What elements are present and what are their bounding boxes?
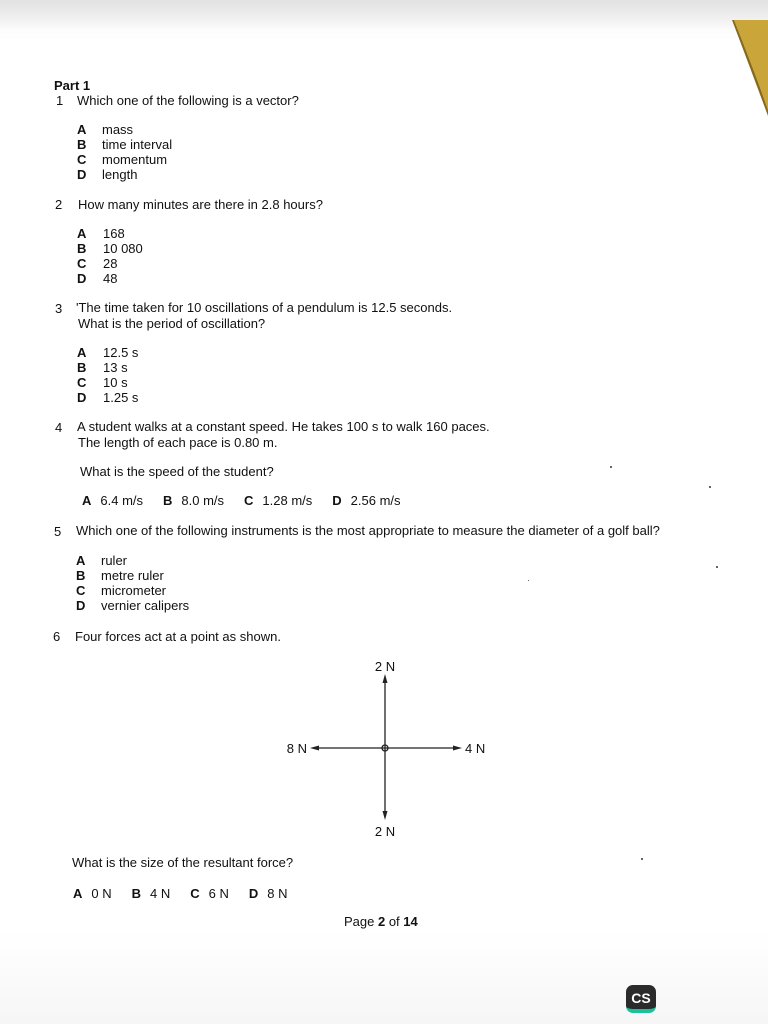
question-3-option-a: 12.5 s <box>103 345 139 360</box>
question-5-text: Which one of the following instruments is the most appropriate to measure the diameter of a golf ball? <box>76 523 660 538</box>
page-number-prefix: Page <box>344 914 378 929</box>
page-number <box>344 914 418 929</box>
question-4-option-a-letter: A <box>82 493 92 508</box>
question-1-option-a-letter: A <box>77 122 87 137</box>
question-4-options <box>82 493 421 508</box>
question-3-option-a-letter: A <box>77 345 87 360</box>
question-1-option-c: momentum <box>102 152 168 167</box>
question-4-option-d: 2.56 m/s <box>350 493 401 508</box>
question-3-option-d-letter: D <box>77 390 87 405</box>
page-fold-shadow <box>0 0 768 30</box>
question-2-text: How many minutes are there in 2.8 hours? <box>78 197 323 212</box>
scan-speck <box>716 566 718 568</box>
question-6-options <box>73 886 308 901</box>
question-6-text: Four forces act at a point as shown. <box>75 629 281 644</box>
page-number-total: 14 <box>403 914 418 929</box>
question-4-text-line-1: A student walks at a constant speed. He takes 100 s to walk 160 paces. <box>77 419 490 434</box>
question-3-option-c: 10 s <box>103 375 128 390</box>
question-5-option-b-letter: B <box>76 568 86 583</box>
question-6-option-c-letter: C <box>190 886 200 901</box>
question-5-option-c-letter: C <box>76 583 86 598</box>
scan-speck <box>709 486 711 488</box>
question-2-option-d: 48 <box>103 271 118 286</box>
question-3-number: 3 <box>55 301 63 316</box>
question-2-number: 2 <box>55 197 63 212</box>
question-4-option-b: 8.0 m/s <box>181 493 225 508</box>
question-3-text-line-1: 'The time taken for 10 oscillations of a pendulum is 12.5 seconds. <box>76 300 453 315</box>
question-5-option-a: ruler <box>101 553 128 568</box>
question-4-number: 4 <box>55 420 63 435</box>
question-4-option-c: 1.28 m/s <box>262 493 313 508</box>
arrowhead-down-icon <box>383 811 388 820</box>
question-5-number: 5 <box>54 524 62 539</box>
question-5-option-a-letter: A <box>76 553 86 568</box>
question-3-option-c-letter: C <box>77 375 87 390</box>
question-2-option-d-letter: D <box>77 271 87 286</box>
question-6-option-d-letter: D <box>248 886 259 901</box>
question-1-option-b: time interval <box>102 137 173 152</box>
force-label-right: 4 N <box>465 741 486 756</box>
question-4-option-a: 6.4 m/s <box>100 493 144 508</box>
question-4-text-line-2: The length of each pace is 0.80 m. <box>78 435 278 450</box>
question-1-number: 1 <box>56 93 64 108</box>
folded-corner-icon <box>728 20 768 120</box>
scan-speck <box>641 858 643 860</box>
question-1-option-d: length <box>102 167 138 182</box>
scan-speck <box>528 580 529 581</box>
question-1-option-b-letter: B <box>77 137 87 152</box>
camscanner-logo-icon: CS <box>626 985 656 1013</box>
question-4-option-b-letter: B <box>163 493 173 508</box>
question-1-option-c-letter: C <box>77 152 87 167</box>
question-3-text-line-2: What is the period of oscillation? <box>78 316 266 331</box>
question-4-sub-question: What is the speed of the student? <box>80 464 274 479</box>
question-6-sub-question: What is the size of the resultant force? <box>72 855 294 870</box>
page-number-current: 2 <box>377 914 386 929</box>
question-1-text: Which one of the following is a vector? <box>77 93 299 108</box>
question-2-option-a-letter: A <box>77 226 87 241</box>
arrowhead-left-icon <box>310 746 319 751</box>
question-2-option-b-letter: B <box>77 241 87 256</box>
question-5-option-b: metre ruler <box>101 568 164 583</box>
question-5-option-d-letter: D <box>76 598 86 613</box>
question-6-number: 6 <box>53 629 61 644</box>
question-6-option-d: 8 N <box>267 886 288 901</box>
question-6-option-c: 6 N <box>208 886 229 901</box>
question-6-option-a: 0 N <box>91 886 112 901</box>
question-1-option-a: mass <box>102 122 134 137</box>
question-6-option-b-letter: B <box>131 886 142 901</box>
question-2-option-c-letter: C <box>77 256 87 271</box>
question-3-option-d: 1.25 s <box>103 390 139 405</box>
question-5-option-c: micrometer <box>101 583 167 598</box>
force-label-top: 2 N <box>374 659 396 674</box>
page-number-separator: of <box>385 914 404 929</box>
force-label-bottom: 2 N <box>374 824 396 839</box>
question-2-option-b: 10 080 <box>103 241 143 256</box>
part-heading: Part 1 <box>54 78 91 93</box>
arrowhead-up-icon <box>383 674 388 683</box>
question-3-option-b-letter: B <box>77 360 87 375</box>
force-label-left: 8 N <box>286 741 307 756</box>
question-5-option-d: vernier calipers <box>101 598 190 613</box>
arrowhead-right-icon <box>453 746 462 751</box>
question-1-option-d-letter: D <box>77 167 87 182</box>
question-2-option-c: 28 <box>103 256 118 271</box>
scan-speck <box>610 466 612 468</box>
question-4-option-c-letter: C <box>244 493 254 508</box>
question-4-option-d-letter: D <box>332 493 342 508</box>
question-3-option-b: 13 s <box>103 360 128 375</box>
force-diagram <box>270 650 510 850</box>
question-6-option-b: 4 N <box>150 886 171 901</box>
question-6-option-a-letter: A <box>73 886 83 901</box>
question-2-option-a: 168 <box>103 226 125 241</box>
